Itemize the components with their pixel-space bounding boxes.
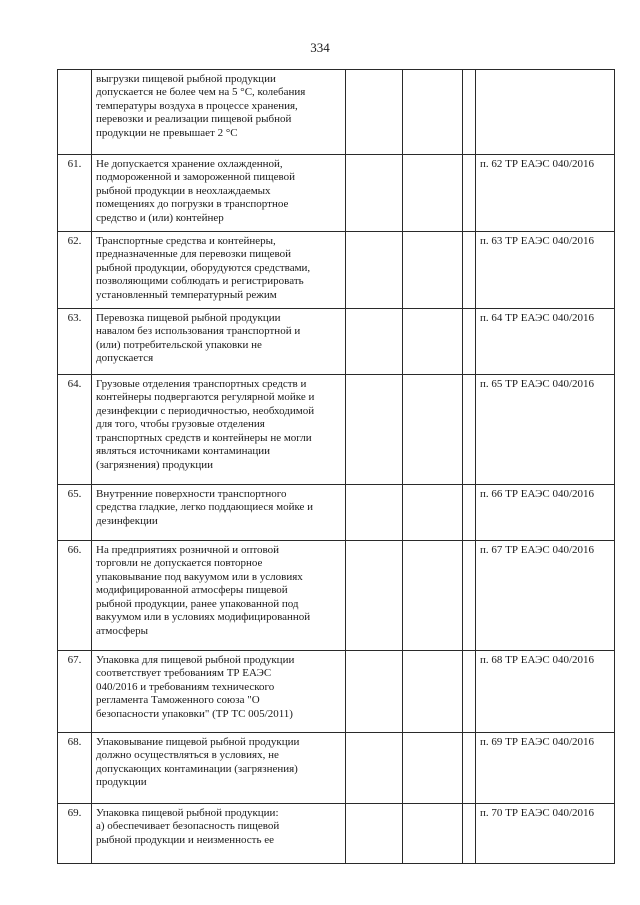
requirement-line: допускается bbox=[96, 352, 154, 365]
empty-cell bbox=[463, 485, 476, 541]
row-number: 68. bbox=[58, 733, 92, 804]
requirements-table bbox=[57, 69, 615, 864]
empty-cell bbox=[403, 155, 463, 232]
table-row bbox=[58, 155, 615, 232]
empty-cell bbox=[346, 375, 403, 485]
requirement-line: выгрузки пищевой рыбной продукции bbox=[96, 73, 276, 85]
requirement-line: температуры воздуха в процессе хранения, bbox=[96, 99, 298, 112]
requirement-line: Не допускается хранение охлажденной, bbox=[96, 158, 283, 170]
requirement-line: вакуумом или в условиях модифицированной bbox=[96, 611, 311, 624]
empty-cell bbox=[346, 70, 403, 155]
requirement-line: средство и (или) контейнер bbox=[96, 211, 224, 224]
reference-text: п. 66 ТР ЕАЭС 040/2016 bbox=[476, 485, 615, 541]
table-row bbox=[58, 733, 615, 804]
reference-text: п. 68 ТР ЕАЭС 040/2016 bbox=[476, 651, 615, 733]
requirement-line: Упаковка для пищевой рыбной продукции bbox=[96, 654, 295, 667]
requirement-line: Упаковка пищевой рыбной продукции: bbox=[96, 807, 279, 820]
requirement-line: Грузовые отделения транспортных средств и bbox=[96, 378, 307, 391]
requirement-line: безопасности упаковки" (ТР ТС 005/2011) bbox=[96, 707, 293, 720]
requirement-line: Перевозка пищевой рыбной продукции bbox=[96, 312, 281, 325]
empty-cell bbox=[463, 232, 476, 309]
empty-cell bbox=[463, 309, 476, 375]
requirement-line: рыбной продукции, оборудуются средствами, bbox=[96, 261, 311, 274]
requirement-line: установленный температурный режим bbox=[96, 288, 277, 301]
empty-cell bbox=[403, 309, 463, 375]
requirement-line: соответствует требованиям ТР ЕАЭС bbox=[96, 667, 272, 680]
requirement-text bbox=[92, 651, 346, 733]
row-number: 61. bbox=[58, 155, 92, 232]
requirement-line: торговли не допускается повторное bbox=[96, 557, 263, 570]
empty-cell bbox=[346, 155, 403, 232]
requirement-line: 040/2016 и требованиям технического bbox=[96, 680, 275, 693]
empty-cell bbox=[346, 733, 403, 804]
table-row bbox=[58, 232, 615, 309]
requirement-text bbox=[92, 804, 346, 864]
reference-text: п. 65 ТР ЕАЭС 040/2016 bbox=[476, 375, 615, 485]
empty-cell bbox=[463, 375, 476, 485]
row-number: 67. bbox=[58, 651, 92, 733]
requirement-line: должно осуществляться в условиях, не bbox=[96, 749, 279, 762]
requirement-line: являться источниками контаминации bbox=[96, 445, 271, 458]
empty-cell bbox=[346, 232, 403, 309]
table-row bbox=[58, 375, 615, 485]
reference-text: п. 63 ТР ЕАЭС 040/2016 bbox=[476, 232, 615, 309]
requirement-line: транспортных средств и контейнеры не могли bbox=[96, 431, 312, 444]
requirement-text bbox=[92, 541, 346, 651]
empty-cell bbox=[403, 232, 463, 309]
requirement-line: (или) потребительской упаковки не bbox=[96, 338, 262, 351]
empty-cell bbox=[346, 651, 403, 733]
row-number: 65. bbox=[58, 485, 92, 541]
reference-text bbox=[476, 70, 615, 155]
empty-cell bbox=[463, 541, 476, 651]
requirement-line: помещениях до погрузки в транспортное bbox=[96, 198, 289, 211]
table-row bbox=[58, 804, 615, 864]
row-number: 64. bbox=[58, 375, 92, 485]
empty-cell bbox=[346, 804, 403, 864]
requirement-text bbox=[92, 309, 346, 375]
requirement-line: рыбной продукции и неизменность ее bbox=[96, 833, 275, 846]
requirement-line: дезинфекции с периодичностью, необходимой bbox=[96, 404, 315, 417]
requirement-line: регламента Таможенного союза "О bbox=[96, 694, 260, 707]
requirement-text bbox=[92, 70, 346, 155]
table-body bbox=[58, 70, 615, 864]
requirement-line: допускается не более чем на 5 °С, колебания bbox=[96, 86, 306, 99]
requirement-line: продукции не превышает 2 °С bbox=[96, 126, 238, 139]
reference-text: п. 67 ТР ЕАЭС 040/2016 bbox=[476, 541, 615, 651]
row-number: 62. bbox=[58, 232, 92, 309]
table-row bbox=[58, 651, 615, 733]
requirement-line: Внутренние поверхности транспортного bbox=[96, 488, 287, 501]
requirement-line: допускающих контаминации (загрязнения) bbox=[96, 762, 298, 775]
requirement-text bbox=[92, 733, 346, 804]
requirement-line: для того, чтобы грузовые отделения bbox=[96, 418, 265, 431]
requirement-line: подмороженной и замороженной пищевой bbox=[96, 171, 296, 184]
requirement-line: Транспортные средства и контейнеры, bbox=[96, 235, 276, 248]
requirement-line: продукции bbox=[96, 776, 147, 789]
row-number bbox=[58, 70, 92, 155]
reference-text: п. 62 ТР ЕАЭС 040/2016 bbox=[476, 155, 615, 232]
empty-cell bbox=[463, 733, 476, 804]
empty-cell bbox=[403, 733, 463, 804]
empty-cell bbox=[346, 309, 403, 375]
empty-cell bbox=[463, 651, 476, 733]
requirement-line: средства гладкие, легко поддающиеся мойке и bbox=[96, 501, 314, 514]
requirement-line: атмосферы bbox=[96, 624, 149, 637]
requirement-line: дезинфекции bbox=[96, 514, 158, 527]
empty-cell bbox=[403, 70, 463, 155]
reference-text: п. 69 ТР ЕАЭС 040/2016 bbox=[476, 733, 615, 804]
requirement-line: модифицированной атмосферы пищевой bbox=[96, 584, 288, 597]
requirement-line: перевозки и реализации пищевой рыбной bbox=[96, 113, 292, 126]
requirement-line: рыбной продукции в неохлаждаемых bbox=[96, 184, 271, 197]
requirement-line: предназначенные для перевозки пищевой bbox=[96, 248, 291, 261]
requirement-line: (загрязнения) продукции bbox=[96, 458, 213, 471]
empty-cell bbox=[403, 375, 463, 485]
empty-cell bbox=[346, 541, 403, 651]
requirement-text bbox=[92, 375, 346, 485]
empty-cell bbox=[403, 485, 463, 541]
requirement-text bbox=[92, 485, 346, 541]
table-row bbox=[58, 541, 615, 651]
requirement-text bbox=[92, 155, 346, 232]
requirement-text bbox=[92, 232, 346, 309]
page-number: 334 bbox=[310, 40, 330, 55]
requirement-line: упаковывание под вакуумом или в условиях bbox=[96, 570, 303, 583]
requirement-line: На предприятиях розничной и оптовой bbox=[96, 544, 279, 557]
requirement-line: Упаковывание пищевой рыбной продукции bbox=[96, 736, 300, 749]
row-number: 66. bbox=[58, 541, 92, 651]
requirement-line: позволяющими соблюдать и регистрировать bbox=[96, 275, 304, 288]
reference-text: п. 70 ТР ЕАЭС 040/2016 bbox=[476, 804, 615, 864]
empty-cell bbox=[403, 651, 463, 733]
row-number: 63. bbox=[58, 309, 92, 375]
requirement-line: рыбной продукции, ранее упакованной под bbox=[96, 597, 299, 610]
reference-text: п. 64 ТР ЕАЭС 040/2016 bbox=[476, 309, 615, 375]
requirement-line: навалом без использования транспортной и bbox=[96, 325, 301, 338]
table-row bbox=[58, 485, 615, 541]
table-row bbox=[58, 70, 615, 155]
empty-cell bbox=[463, 804, 476, 864]
requirement-line: а) обеспечивает безопасность пищевой bbox=[96, 820, 280, 833]
table-row bbox=[58, 309, 615, 375]
empty-cell bbox=[403, 541, 463, 651]
row-number: 69. bbox=[58, 804, 92, 864]
requirement-line: контейнеры подвергаются регулярной мойке и bbox=[96, 391, 315, 404]
empty-cell bbox=[463, 70, 476, 155]
empty-cell bbox=[346, 485, 403, 541]
empty-cell bbox=[463, 155, 476, 232]
empty-cell bbox=[403, 804, 463, 864]
